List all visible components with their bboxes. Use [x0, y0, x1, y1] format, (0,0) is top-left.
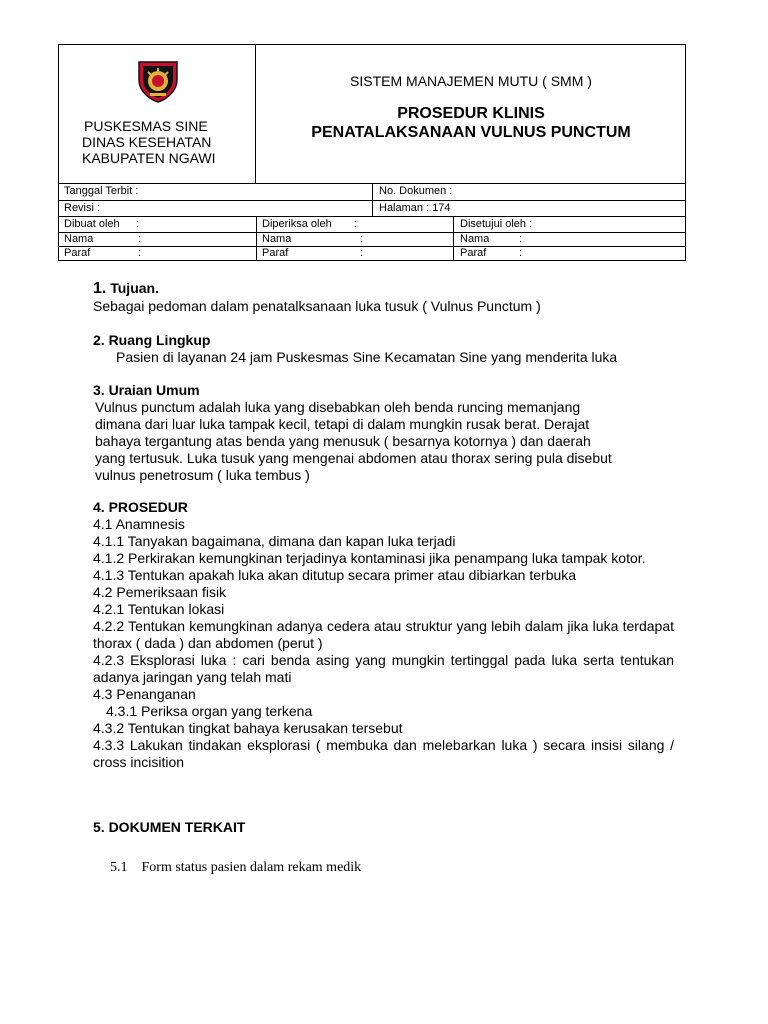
- prosedur-item: 4.3.1 Periksa organ yang terkena: [106, 703, 313, 719]
- diperiksa-colon: :: [354, 218, 358, 230]
- uraian-umum-text: [95, 399, 685, 484]
- regency-emblem-icon: [135, 58, 181, 104]
- prosedur-item: 4.3 Penanganan: [93, 686, 196, 702]
- dokumen-item: 5.1 Form status pasien dalam rekam medik: [110, 860, 362, 875]
- tujuan-text: Sebagai pedoman dalam penatalksanaan luka tusuk ( Vulnus Punctum ): [93, 298, 541, 314]
- diperiksa-oleh: Diperiksa oleh: [262, 218, 332, 230]
- uraian-line: Vulnus punctum adalah luka yang disebabkan oleh benda runcing memanjang: [95, 399, 581, 415]
- org-line-1: PUSKESMAS SINE: [84, 118, 208, 134]
- dibuat-oleh: Dibuat oleh: [64, 218, 120, 230]
- disetujui-oleh: Disetujui oleh :: [460, 218, 533, 230]
- prosedur-item: 4.2.1 Tentukan lokasi: [93, 601, 225, 617]
- title-line-1: PROSEDUR KLINIS: [397, 105, 545, 122]
- sign-col-divider-2: [453, 216, 454, 260]
- prosedur-item: 4.2.3 Eksplorasi luka : cari benda asing yang mungkin tertinggal pada luka serta tentukan adanya jaringan yang telah mati: [93, 652, 674, 685]
- prosedur-item: 4.2 Pemeriksaan fisik: [93, 584, 227, 600]
- title-line-2: PENATALAKSANAAN VULNUS PUNCTUM: [311, 124, 631, 141]
- tanggal-terbit: Tanggal Terbit :: [64, 185, 139, 197]
- uraian-line: yang tertusuk. Luka tusuk yang mengenai abdomen atau thorax sering pula disebut: [95, 450, 612, 466]
- prosedur-item: 4.1.3 Tentukan apakah luka akan ditutup secara primer atau dibiarkan terbuka: [93, 567, 577, 583]
- diperiksa-paraf-colon: :: [360, 247, 364, 259]
- org-line-2: DINAS KESEHATAN: [82, 134, 212, 150]
- row-line-4: [58, 232, 686, 233]
- table-border-top: [58, 44, 686, 45]
- disetujui-nama: Nama: [460, 233, 490, 245]
- section-prosedur-heading: 4. PROSEDUR: [93, 499, 188, 515]
- prosedur-item: 4.3.2 Tentukan tingkat bahaya kerusakan tersebut: [93, 720, 403, 736]
- prosedur-item: 4.2.2 Tentukan kemungkinan adanya cedera atau struktur yang lebih dalam jika luka terdapat thorax ( dada ) dan abdomen (perut ): [93, 618, 674, 651]
- tujuan-number: 1.: [93, 280, 107, 297]
- system-name: SISTEM MANAJEMEN MUTU ( SMM ): [350, 73, 592, 89]
- prosedur-item: 4.3.3 Lakukan tindakan eksplorasi ( membuka dan melebarkan luka ) secara insisi silang / cross incisition: [93, 737, 674, 770]
- prosedur-list: [93, 516, 674, 771]
- sign-col-divider-1: [256, 216, 257, 260]
- prosedur-item: 4.1 Anamnesis: [93, 516, 185, 532]
- ruang-lingkup-text: Pasien di layanan 24 jam Puskesmas Sine Kecamatan Sine yang menderita luka: [116, 349, 618, 365]
- document-title: [256, 104, 686, 142]
- row-line-5: [58, 246, 686, 247]
- dibuat-paraf-colon: :: [138, 247, 142, 259]
- section-uraian-umum-heading: 3. Uraian Umum: [93, 382, 200, 398]
- prosedur-item: 4.1.2 Perkirakan kemungkinan terjadinya kontaminasi jika penampang luka tampak kotor.: [93, 550, 646, 566]
- section-dokumen-terkait-heading: 5. DOKUMEN TERKAIT: [93, 819, 246, 835]
- halaman: Halaman : 174: [379, 202, 451, 214]
- dibuat-colon: :: [136, 218, 140, 230]
- no-dokumen: No. Dokumen :: [379, 185, 453, 197]
- section-tujuan-heading: [93, 280, 159, 297]
- section-ruang-lingkup-heading: 2. Ruang Lingkup: [93, 332, 211, 348]
- diperiksa-nama: Nama: [262, 233, 292, 245]
- table-border-bottom: [58, 260, 686, 261]
- org-line-3: KABUPATEN NGAWI: [82, 150, 216, 166]
- row-line-3: [58, 216, 686, 217]
- diperiksa-paraf: Paraf: [262, 247, 289, 259]
- disetujui-paraf: Paraf: [460, 247, 487, 259]
- dibuat-paraf: Paraf: [64, 247, 91, 259]
- uraian-line: bahaya tergantung atas benda yang menusuk ( besarnya kotornya ) dan daerah: [95, 433, 591, 449]
- uraian-line: dimana dari luar luka tampak kecil, tetapi di dalam mungkin rusak berat. Derajat: [95, 416, 590, 432]
- disetujui-nama-colon: :: [519, 233, 523, 245]
- dibuat-nama: Nama: [64, 233, 94, 245]
- dibuat-nama-colon: :: [138, 233, 142, 245]
- meta-col-divider: [372, 183, 373, 216]
- revisi: Revisi :: [64, 202, 101, 214]
- organization-name: [58, 118, 254, 166]
- prosedur-item: 4.1.1 Tanyakan bagaimana, dimana dan kapan luka terjadi: [93, 533, 456, 549]
- tujuan-title: Tujuan.: [110, 280, 159, 296]
- uraian-line: vulnus penetrosum ( luka tembus ): [95, 467, 310, 483]
- disetujui-paraf-colon: :: [519, 247, 523, 259]
- diperiksa-nama-colon: :: [360, 233, 364, 245]
